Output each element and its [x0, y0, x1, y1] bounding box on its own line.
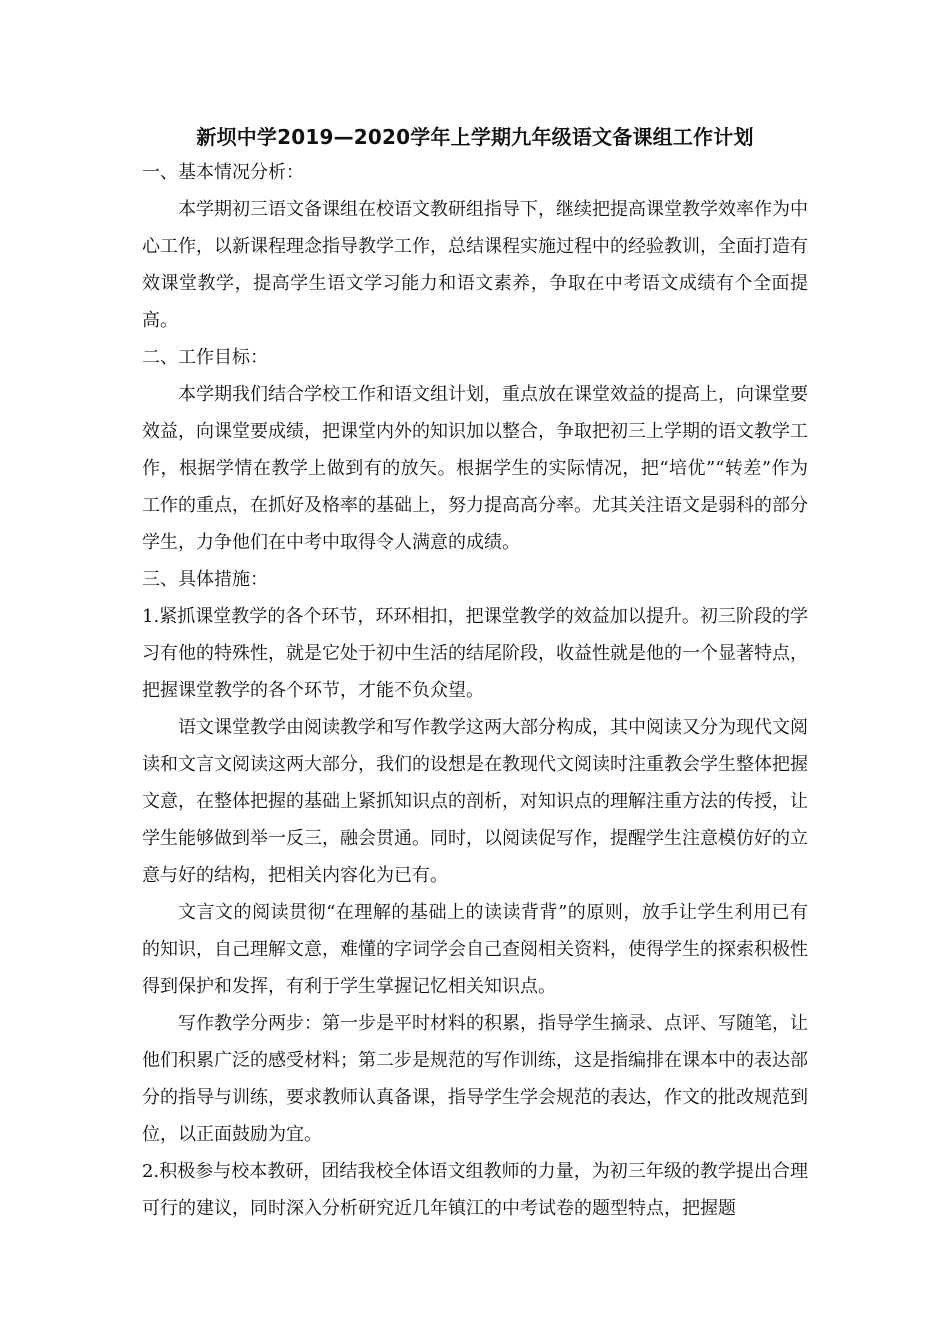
paragraph-basic-analysis: 本学期初三语文备课组在校语文教研组指导下，继续把提高课堂教学效率作为中心工作，以新课程理念指导教学工作，总结课程实施过程中的经验教训，全面打造有效课堂教学，提高学生语文学习能力和语文素养，争取在中考语文成绩有个全面提高。 [142, 199, 808, 331]
paragraph-reading-writing: 语文课堂教学由阅读教学和写作教学这两大部分构成，其中阅读又分为现代文阅读和文言文阅读这两大部分，我们的设想是在教现代文阅读时注重教会学生整体把握文意，在整体把握的基础上紧抓知识点的剖析，对知识点的理解注重方法的传授，让学生能够做到举一反三，融会贯通。同时，以阅读促写作，提醒学生注意模仿好的立意与好的结构，把相关内容化为已有。 [142, 717, 808, 886]
document-body [142, 120, 808, 1227]
paragraph-writing-teaching: 写作教学分两步：第一步是平时材料的积累，指导学生摘录、点评、写随笔，让他们积累广泛的感受材料；第二步是规范的写作训练，这是指编排在课本中的表达部分的指导与训练，要求教师认真备课，指导学生学会规范的表达，作文的批改规范到位，以正面鼓励为宜。 [142, 1013, 808, 1145]
paragraph-work-goals: 本学期我们结合学校工作和语文组计划，重点放在课堂效益的提高上，向课堂要效益，向课堂要成绩，把课堂内外的知识加以整合，争取把初三上学期的语文教学工作，根据学情在教学上做到有的放矢。根据学生的实际情况，把“培优”“转差”作为工作的重点，在抓好及格率的基础上，努力提高高分率。尤其关注语文是弱科的部分学生，力争他们在中考中取得令人满意的成绩。 [142, 384, 808, 553]
paragraph-classical-chinese: 文言文的阅读贯彻“在理解的基础上的读读背背”的原则，放手让学生利用已有的知识，自己理解文意，难懂的字词学会自己查阅相关资料，使得学生的探索积极性得到保护和发挥，有利于学生掌握记忆相关知识点。 [142, 902, 808, 997]
measure-item-2: 2.积极参与校本教研，团结我校全体语文组教师的力量，为初三年级的教学提出合理可行的建议，同时深入分析研究近几年镇江的中考试卷的题型特点，把握题 [142, 1161, 808, 1219]
section-heading-work-goals: 二、工作目标： [142, 347, 268, 368]
document-title: 新坝中学2019—2020学年上学期九年级语文备课组工作计划 [196, 125, 754, 149]
section-heading-basic-analysis: 一、基本情况分析： [142, 162, 304, 183]
section-heading-measures: 三、具体措施： [142, 569, 268, 590]
measure-item-1: 1.紧抓课堂教学的各个环节，环环相扣，把课堂教学的效益加以提升。初三阶段的学习有他的特殊性，就是它处于初中生活的结尾阶段，收益性就是他的一个显著特点，把握课堂教学的各个环节，才能不负众望。 [142, 606, 808, 701]
